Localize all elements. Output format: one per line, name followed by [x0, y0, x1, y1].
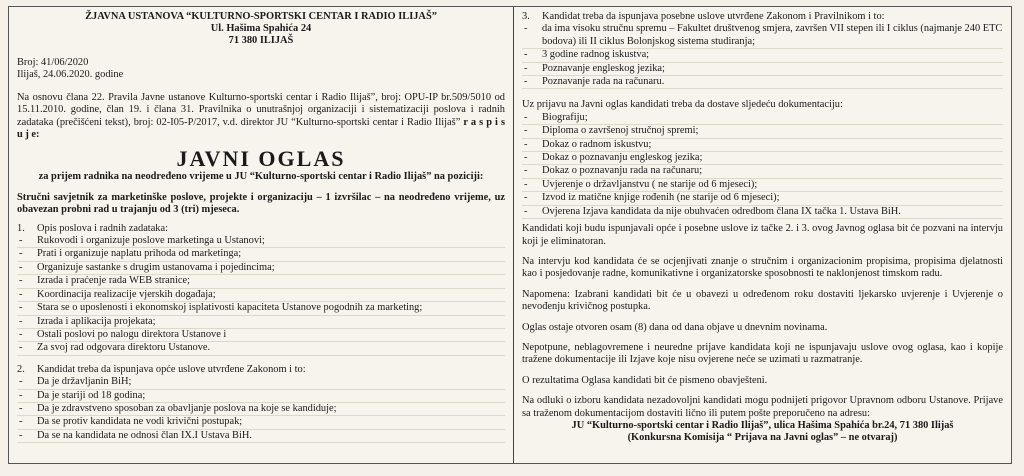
- list-item: - Organizuje sastanke s drugim ustanovama i pojedincima;: [17, 262, 505, 275]
- left-column: [9, 7, 514, 463]
- reference-date: Ilijaš, 24.06.2020. godine: [17, 69, 124, 81]
- list-item: - Poznavanje rada na računaru.: [522, 76, 1003, 89]
- list-item: - Izvod iz matične knjige rođenih (ne starije od 6 mjeseci);: [522, 192, 1003, 205]
- list-item: - Diploma o završenoj stručnoj spremi;: [522, 125, 1003, 138]
- notice-subtitle: za prijem radnika na neodređeno vrijeme u JU “Kulturno-sportski centar i Radio Ilijaš” na poziciji:: [38, 171, 484, 183]
- list-item: - Da je zdravstveno sposoban za obavljanje poslova na koje se kandiduje;: [17, 403, 505, 416]
- list-item: - Da se na kandidata ne odnosi član IX.I Ustava BiH.: [17, 430, 505, 443]
- section-2-heading: 2. Kandidat treba da ispunjava opće uslove utvrđene Zakonom i to:: [17, 363, 306, 375]
- list-item: - Uvjerenje o državljanstvu ( ne starije od 6 mjeseci);: [522, 179, 1003, 192]
- paragraph-results: O rezultatima Oglasa kandidati bit će pismeno obavješteni.: [522, 374, 768, 386]
- section-1-list: [17, 235, 505, 356]
- paragraph-interview-criteria: Na intervju kod kandidata će se ocjenjivati znanje o stručnim i organizacionim propisima, propisima djelatnosti kao i posjedovanje radne, komunikativne i organizatorske sposobnosti te naklonjenost timskom radu.: [522, 255, 1003, 280]
- paragraph-note: Napomena: Izabrani kandidati bit će u obavezi u određenom roku dostaviti ljekarsko uvjerenje i Uvjerenje o nevođenju krivičnog postupka.: [522, 288, 1003, 313]
- documents-list: [522, 112, 1003, 219]
- reference-number: Broj: 41/06/2020: [17, 57, 89, 68]
- section-3-list: [522, 23, 1003, 89]
- list-item: - da ima visoku stručnu spremu – Fakultet društvenog smjera, završen VII stepen ili I ciklus (najmanje 240 ETC bodova) ili II ciklus Bolonjskog sistema studiranja;: [522, 23, 1003, 49]
- list-item: - Dokaz o radnom iskustvu;: [522, 139, 1003, 152]
- documents-intro: Uz prijavu na Javni oglas kandidati treba da dostave sljedeću dokumentaciju:: [522, 99, 843, 111]
- header-institution: ŽJAVNA USTANOVA “KULTURNO-SPORTSKI CENTAR I RADIO ILIJAŠ”: [85, 11, 437, 22]
- intro-paragraph: [17, 92, 505, 142]
- header-street: Ul. Hašima Spahića 24: [210, 23, 312, 34]
- list-item: - 3 godine radnog iskustva;: [522, 49, 1003, 62]
- list-item: - Ovjerena Izjava kandidata da nije obuhvaćen odredbom člana IX tačka 1. Ustava BiH.: [522, 206, 1003, 219]
- right-column: [514, 7, 1011, 463]
- list-item: - Izrada i praćenje rada WEB stranice;: [17, 275, 505, 288]
- notice-title: JAVNI OGLAS: [176, 146, 346, 172]
- list-item: - Izrada i aplikacija projekata;: [17, 316, 505, 329]
- list-item: - Prati i organizuje naplatu prihoda od marketinga;: [17, 248, 505, 261]
- section-2-list: [17, 376, 505, 443]
- list-item: - Za svoj rad odgovara direktoru Ustanove.: [17, 342, 505, 355]
- section-1-heading: 1. Opis poslova i radnih zadataka:: [17, 222, 168, 234]
- intro-text: Na osnovu člana 22. Pravila Javne ustanove Kulturno-sportski centar i Radio Ilijaš”, broj: OPU-IP br.509/5010 od 15.11.2010. godine, član 19. i člana 31. Pravilnika o unutrašnjoj organizaciji i sistematizaciji poslova i radnih zadataka (prečišćeni tekst), broj: 02-I05-P/2017, v.d. direktor JU “Kulturno-sportski centar i Radio Ilijaš”: [17, 91, 505, 128]
- list-item: - Stara se o uposlenosti i ekonomskoj isplativosti kapaciteta Ustanove pogodnih za marketing;: [17, 302, 505, 315]
- paragraph-incomplete: Nepotpune, neblagovremene i neuredne prijave kandidata koji ne ispunjavaju uslove ovog oglasa, kao i kopije tražene dokumentacije ili Izjave koje nisu ovjerene neće se uzimati u razmatranje.: [522, 341, 1003, 366]
- paragraph-submission: Na odluki o izboru kandidata nezadovoljni kandidati mogu podnijeti prigovor Upravnom odboru Ustanove. Prijave sa traženom dokumentacijom dostaviti lično ili putem pošte preporučeno na adresu:: [522, 395, 1003, 419]
- section-3-heading: 3. Kandidat treba da ispunjava posebne uslove utvrđene Zakonom i Pravilnikom i to:: [522, 11, 885, 22]
- intro-announces: r a s p i s u j e:: [17, 116, 505, 141]
- list-item: - Dokaz o poznavanju rada na računaru;: [522, 165, 1003, 178]
- paragraph-duration: Oglas ostaje otvoren osam (8) dana od dana objave u dnevnim novinama.: [522, 321, 828, 333]
- list-item: - Da se protiv kandidata ne vodi krivični postupak;: [17, 416, 505, 429]
- list-item: - Biografiju;: [522, 112, 1003, 125]
- list-item: - Ostali poslovi po nalogu direktora Ustanove i: [17, 329, 505, 342]
- notice-page: [8, 6, 1012, 464]
- list-item: - Da je stariji od 18 godina;: [17, 390, 505, 403]
- list-item: - Koordinacija realizacije vjerskih događaja;: [17, 289, 505, 302]
- list-item: - Poznavanje engleskog jezika;: [522, 63, 1003, 76]
- list-item: - Dokaz o poznavanju engleskog jezika;: [522, 152, 1003, 165]
- list-item: - Rukovodi i organizuje poslove marketinga u Ustanovi;: [17, 235, 505, 248]
- header-city: 71 380 ILIJAŠ: [228, 35, 294, 46]
- address-line-1: JU “Kulturno-sportski centar i Radio Ilijaš”, ulica Hašima Spahića br.24, 71 380 Ilijaš: [571, 419, 954, 431]
- list-item: - Da je državljanin BiH;: [17, 376, 505, 389]
- paragraph-interview-call: Kandidati koji budu ispunjavali opće i posebne uslove iz tačke 2. i 3. ovog Javnog oglasa bit će pozvani na intervju koji je eliminatoran.: [522, 223, 1003, 247]
- address-line-2: (Konkursna Komisija “ Prijava na Javni oglas” – ne otvaraj): [627, 432, 898, 444]
- position-title: Stručni savjetnik za marketinške poslove, projekte i organizaciju – 1 izvršilac – na neodređeno vrijeme, uz obavezan probni rad u trajanju od 3 (tri) mjeseca.: [17, 191, 505, 216]
